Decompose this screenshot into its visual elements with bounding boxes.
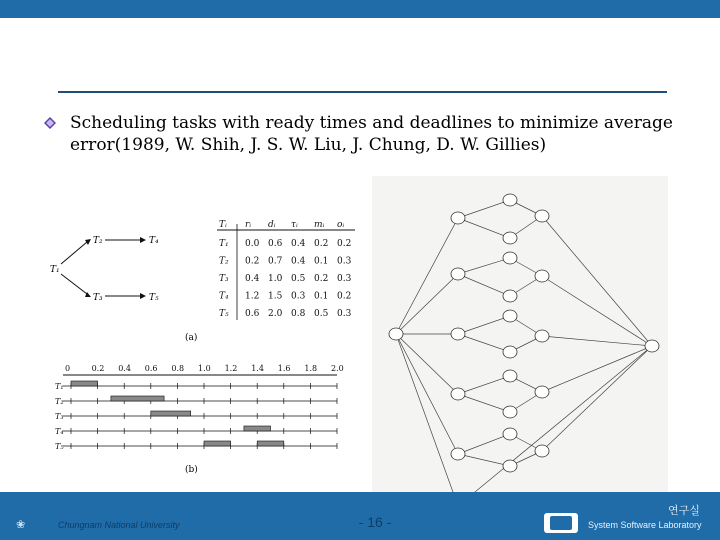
graph-node <box>535 445 549 457</box>
graph-edge <box>458 316 510 334</box>
panel-b-label: (b) <box>185 465 198 475</box>
lab-logo-icon <box>544 513 578 533</box>
timeline-tick-label: 0.2 <box>91 364 105 373</box>
graph-edge <box>458 394 510 412</box>
table-cell: T₃ <box>219 274 229 284</box>
graph-node <box>503 428 517 440</box>
graph-edge <box>542 336 652 346</box>
table-cell: 0.4 <box>245 274 260 284</box>
table-cell: 0.3 <box>291 291 306 302</box>
graph-edge <box>458 274 510 296</box>
graph-node <box>451 388 465 400</box>
table-cell: 1.2 <box>245 291 260 302</box>
dag-node-t3: T₃ <box>93 293 103 303</box>
schedule-timeline <box>55 364 344 451</box>
graph-edge <box>396 334 458 454</box>
timeline-tick-label: 1.4 <box>251 364 264 373</box>
timeline-bar <box>204 441 231 446</box>
table-cell: 0.2 <box>337 291 352 302</box>
table-header-cell: dᵢ <box>268 220 276 230</box>
footer-lab-name: System Software Laboratory <box>588 520 702 530</box>
timeline-row-label: T₂ <box>55 397 64 406</box>
table-cell: 0.1 <box>314 291 329 302</box>
graph-node <box>451 268 465 280</box>
timeline-tick-label: 0.8 <box>171 364 185 373</box>
diamond-bullet-icon <box>44 117 56 129</box>
table-cell: 0.2 <box>245 256 260 267</box>
timeline-tick-label: 0.4 <box>118 364 131 373</box>
timeline-tick-label: 1.8 <box>304 364 318 373</box>
graph-edge <box>458 454 510 466</box>
graph-node <box>535 270 549 282</box>
timeline-bar <box>111 396 164 401</box>
timeline-row-label: T₅ <box>55 442 64 451</box>
table-cell: 2.0 <box>268 309 283 319</box>
table-cell: 0.6 <box>245 309 260 319</box>
table-header-cell: oᵢ <box>337 220 345 230</box>
timeline-row-label: T₄ <box>55 427 64 436</box>
table-cell: 0.5 <box>314 309 329 319</box>
graph-edge <box>542 346 652 392</box>
dag-node-t2: T₂ <box>93 236 103 246</box>
graph-node <box>503 194 517 206</box>
state-graph-graphic <box>372 176 668 516</box>
graph-edge <box>458 258 510 274</box>
panel-a-label: (a) <box>185 333 198 343</box>
graph-node <box>451 212 465 224</box>
graph-edge <box>542 346 652 451</box>
graph-edge <box>458 346 652 506</box>
table-cell: 0.2 <box>337 239 352 249</box>
timeline-row-label: T₃ <box>55 412 64 421</box>
table-cell: 0.6 <box>268 239 283 249</box>
table-cell: 0.4 <box>291 239 306 249</box>
table-cell: 0.0 <box>245 239 260 249</box>
table-cell: 0.3 <box>337 309 352 319</box>
bullet-text <box>70 112 690 156</box>
table-header-cell: τᵢ <box>291 220 298 230</box>
graph-node <box>503 252 517 264</box>
table-cell: T₂ <box>219 256 229 267</box>
table-header-cell: rᵢ <box>245 220 252 230</box>
graph-edge <box>458 334 510 352</box>
graph-node <box>535 386 549 398</box>
table-header-cell: mᵢ <box>314 220 325 230</box>
graph-node <box>503 310 517 322</box>
bullet-line-1: Scheduling tasks with ready times and deadlines to minimize average <box>70 113 673 133</box>
table-cell: 0.1 <box>314 256 329 267</box>
timeline-tick-label: 1.0 <box>198 364 211 373</box>
table-header-cell: Tᵢ <box>219 220 227 230</box>
table-cell: 0.3 <box>337 256 352 267</box>
graph-edge <box>458 200 510 218</box>
table-cell: T₁ <box>219 239 229 249</box>
page-number: - 16 - <box>358 514 392 530</box>
dag-node-t1: T₁ <box>50 265 60 275</box>
timeline-bar <box>244 426 271 431</box>
graph-edge <box>542 216 652 346</box>
graph-edge <box>458 376 510 394</box>
table-cell: 1.5 <box>268 291 283 302</box>
footer-university: Chungnam National University <box>58 520 180 530</box>
graph-node <box>535 330 549 342</box>
graph-edge <box>458 218 510 238</box>
timeline-bar <box>151 411 191 416</box>
timeline-bar <box>71 381 98 386</box>
timeline-bar <box>257 441 284 446</box>
graph-node <box>503 290 517 302</box>
table-cell: 1.0 <box>268 274 283 284</box>
graph-edge <box>396 274 458 334</box>
imprecise-schedule-figure <box>15 196 370 522</box>
graph-node <box>503 460 517 472</box>
table-cell: 0.3 <box>337 274 352 284</box>
title-divider <box>58 91 667 93</box>
timeline-row-label: T₁ <box>55 382 64 391</box>
timeline-tick-label: 0.6 <box>144 364 158 373</box>
timeline-tick-label: 2.0 <box>331 364 344 373</box>
graph-node <box>451 328 465 340</box>
timeline-tick-label: 0 <box>65 364 71 373</box>
graph-edge <box>396 334 458 506</box>
top-header-band <box>0 0 720 18</box>
graph-node <box>645 340 659 352</box>
table-cell: 0.4 <box>291 256 306 267</box>
footer-lab-korean: 연구실 <box>668 504 700 517</box>
table-cell: 0.5 <box>291 274 306 284</box>
table-cell: T₄ <box>219 291 229 302</box>
timeline-tick-label: 1.6 <box>277 364 291 373</box>
table-cell: 0.8 <box>291 309 306 319</box>
graph-edge <box>396 334 458 394</box>
schedule-state-graph <box>372 176 668 516</box>
dag-node-t4: T₄ <box>149 236 159 246</box>
table-cell: 0.2 <box>314 239 329 249</box>
graph-edge <box>458 434 510 454</box>
table-cell: T₅ <box>219 309 229 319</box>
graph-node <box>503 346 517 358</box>
graph-node <box>503 370 517 382</box>
bullet-line-2: error(1989, W. Shih, J. S. W. Liu, J. Chung, D. W. Gillies) <box>70 135 547 155</box>
timeline-tick-label: 1.2 <box>224 364 238 373</box>
graph-edge <box>396 218 458 334</box>
table-cell: 0.7 <box>268 256 283 267</box>
table-cell: 0.2 <box>314 274 329 284</box>
university-logo-icon: ❀ <box>16 518 26 531</box>
graph-node <box>451 448 465 460</box>
graph-node <box>535 210 549 222</box>
graph-node <box>503 232 517 244</box>
figure-graphic <box>15 196 370 522</box>
graph-node <box>503 406 517 418</box>
graph-node <box>389 328 403 340</box>
task-parameter-table <box>217 220 355 320</box>
graph-edge <box>542 276 652 346</box>
dag-node-t5: T₅ <box>149 293 159 303</box>
